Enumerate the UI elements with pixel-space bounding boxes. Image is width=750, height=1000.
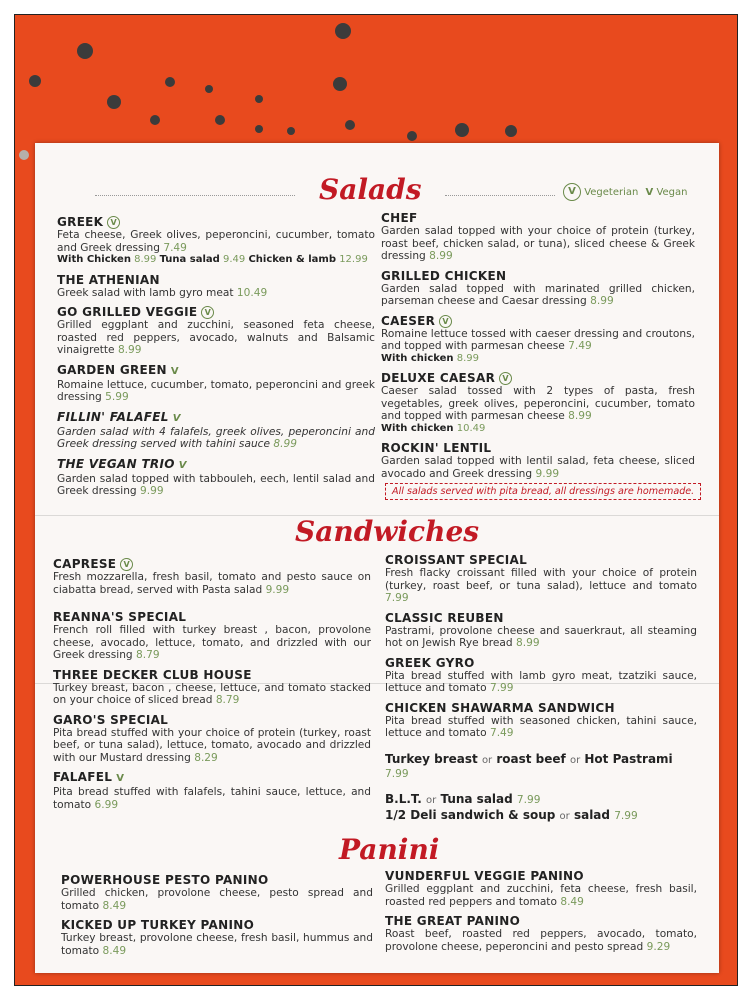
item-desc: Roast beef, roasted red peppers, avocado, tomato, provolone cheese, peperoncini and pesto spread — [385, 928, 697, 953]
item-name: POWERHOUSE PESTO PANINO — [61, 873, 269, 887]
item-price: 6.99 — [94, 798, 119, 811]
menu-item-fillin-falafel — [57, 410, 375, 451]
item-price: 8.29 — [194, 751, 218, 764]
item-name: THE GREAT PANINO — [385, 914, 521, 928]
menu-item-rockin-lentil — [381, 441, 695, 480]
menu-item-greek — [57, 215, 375, 267]
item-name: DELUXE CAESAR — [381, 371, 496, 385]
item-name: REANNA'S SPECIAL — [53, 610, 187, 624]
menu-item-reuben — [385, 611, 697, 650]
item-price: 10.49 — [236, 286, 268, 299]
hole-decoration — [287, 127, 295, 135]
sandwiches-right-column — [385, 553, 697, 822]
menu-item-garos-special — [53, 713, 371, 765]
menu-item-caprese — [53, 557, 371, 596]
item-name: GO GRILLED VEGGIE — [57, 305, 198, 319]
simple-line-turkey — [385, 752, 697, 780]
legend-vegan: Vegan — [656, 187, 688, 198]
photo-frame — [14, 14, 738, 986]
panini-left-column — [61, 873, 373, 963]
menu-item-chef — [381, 211, 695, 263]
hole-decoration — [255, 95, 263, 103]
menu-item-garden-green — [57, 363, 375, 404]
menu-item-caeser — [381, 314, 695, 366]
line-item: Turkey breast — [385, 751, 478, 766]
vegetarian-icon: V — [563, 183, 581, 201]
vegan-icon: V — [172, 412, 181, 424]
extra-label: With Chicken — [57, 254, 131, 265]
item-desc: Garden salad topped with your choice of protein (turkey, roast beef, chicken salad, or tuna), sliced cheese & Greek dressing — [381, 225, 695, 262]
item-name: CROISSANT SPECIAL — [385, 553, 528, 567]
item-desc: Pita bread stuffed with seasoned chicken, tahini sauce, lettuce and tomato — [385, 714, 697, 739]
panini-right-column — [385, 869, 697, 959]
item-price: 7.49 — [163, 241, 187, 254]
item-desc: Garden salad topped with lentil salad, feta cheese, sliced avocado and Greek dressing — [381, 455, 695, 480]
item-desc: Caeser salad tossed with 2 types of pasta, fresh vegetables, greek olives, peperoncini, cucumber, tomato and topped with parmesan cheese — [381, 385, 695, 422]
item-price: 8.99 — [516, 637, 540, 649]
vegan-icon: V — [645, 187, 654, 198]
item-desc: Grilled chicken, provolone cheese, pesto spread and tomato — [61, 887, 373, 912]
simple-line-deli — [385, 808, 697, 822]
item-name: GREEK GYRO — [385, 655, 475, 670]
hole-decoration — [107, 95, 121, 109]
item-desc: Fresh flacky croissant filled with your choice of protein (turkey, roast beef, or tuna salad), lettuce and tomato — [385, 567, 697, 592]
menu-item-falafel — [53, 770, 371, 811]
item-name: GARO'S SPECIAL — [53, 712, 169, 727]
menu-item-kicked-up — [61, 918, 373, 957]
item-desc: Romaine lettuce, cucumber, tomato, peperoncini and greek dressing — [57, 378, 375, 403]
item-name: FILLIN' FALAFEL — [57, 409, 169, 424]
item-name: VUNDERFUL VEGGIE PANINO — [385, 869, 584, 883]
menu-item-vegan-trio — [57, 457, 375, 498]
menu-item-three-decker — [53, 668, 371, 707]
item-name: GARDEN GREEN — [57, 362, 167, 377]
hole-decoration — [19, 150, 29, 160]
vegetarian-icon: V — [499, 372, 512, 385]
legend — [559, 183, 688, 201]
item-price: 8.49 — [102, 899, 127, 912]
item-price: 8.99 — [117, 344, 142, 356]
item-desc: Feta cheese, Greek olives, peperoncini, cucumber, tomato and Greek dressing — [57, 229, 375, 254]
sandwiches-left-column — [53, 557, 371, 817]
extra-label: Tuna salad — [159, 254, 220, 265]
item-price: 8.49 — [560, 895, 584, 908]
or-word: or — [481, 754, 493, 766]
item-price: 7.99 — [385, 767, 409, 780]
divider — [445, 195, 555, 196]
menu-item-vunderful — [385, 869, 697, 908]
item-name: THE ATHENIAN — [57, 272, 160, 287]
or-word: or — [559, 810, 570, 822]
vegetarian-icon: V — [120, 558, 133, 571]
item-price: 8.99 — [273, 438, 297, 450]
item-price: 5.99 — [105, 391, 129, 403]
hole-decoration — [215, 115, 225, 125]
item-desc: Turkey breast, provolone cheese, fresh basil, hummus and tomato — [61, 932, 373, 957]
item-desc: Romaine lettuce tossed with caeser dressing and croutons, and topped with parmesan cheese — [381, 327, 695, 352]
hole-decoration — [255, 125, 263, 133]
extra-price: 9.49 — [223, 254, 246, 265]
hole-decoration — [455, 123, 469, 137]
item-name: GRILLED CHICKEN — [381, 268, 507, 283]
item-desc: Pita bread stuffed with falafels, tahini sauce, lettuce, and tomato — [53, 786, 371, 811]
item-desc: Garden salad with 4 falafels, greek olives, peperoncini and Greek dressing served with tahini sauce — [57, 425, 375, 450]
item-desc: Garden salad topped with marinated grilled chicken, parseman cheese and Caesar dressing — [381, 282, 695, 307]
item-price: 9.29 — [646, 940, 671, 953]
extra-price: 10.49 — [456, 422, 486, 434]
vegan-icon: V — [116, 773, 125, 784]
menu-item-grilled-chicken — [381, 269, 695, 308]
item-name: CHICKEN SHAWARMA SANDWICH — [385, 700, 615, 715]
menu-item-croissant — [385, 553, 697, 605]
hole-decoration — [505, 125, 517, 137]
hole-decoration — [165, 77, 175, 87]
salads-left-column — [57, 215, 375, 504]
item-price: 7.49 — [568, 340, 592, 352]
simple-line-blt — [385, 792, 697, 806]
item-name: GREEK — [57, 215, 104, 229]
vegetarian-icon: V — [107, 216, 120, 229]
item-name: THREE DECKER CLUB HOUSE — [53, 667, 252, 682]
item-desc: Grilled eggplant and zucchini, seasoned feta cheese, roasted red peppers, avocado, walnuts and Balsamic vinaigrette — [57, 319, 375, 356]
hole-decoration — [29, 75, 41, 87]
item-price: 7.99 — [614, 809, 638, 822]
item-name: CLASSIC REUBEN — [385, 610, 504, 625]
item-price: 8.99 — [568, 410, 592, 422]
menu-item-shawarma — [385, 701, 697, 740]
line-item: Tuna salad — [440, 791, 513, 806]
item-name: CAESER — [381, 313, 436, 328]
item-desc: Garden salad topped with tabbouleh, eech, lentil salad and Greek dressing — [57, 472, 375, 497]
menu-item-deluxe-caesar — [381, 371, 695, 435]
salads-note: All salads served with pita bread, all dressings are homemade. — [385, 483, 701, 500]
legend-vegetarian: Vegeterian — [584, 187, 639, 198]
line-item: roast beef — [496, 751, 566, 766]
menu-item-great-panino — [385, 914, 697, 953]
hole-decoration — [150, 115, 160, 125]
item-desc: Pita bread stuffed with your choice of protein (turkey, roast beef, or tuna salad), lettuce, tomato, avocado and drizzled with our Mustard dressing — [53, 726, 371, 764]
item-price: 7.99 — [385, 592, 409, 604]
extra-label: With chicken — [381, 352, 454, 364]
hole-decoration — [407, 131, 417, 141]
menu-item-grilled-veggie — [57, 305, 375, 357]
item-price: 9.99 — [265, 583, 290, 596]
item-name: ROCKIN' LENTIL — [381, 441, 492, 455]
or-word: or — [569, 754, 581, 766]
item-price: 8.49 — [102, 944, 127, 957]
vegan-icon: V — [170, 365, 179, 377]
item-desc: Pastrami, provolone cheese and sauerkraut, all steaming hot on Jewish Rye bread — [385, 624, 697, 649]
hole-decoration — [333, 77, 347, 91]
item-desc: French roll filled with turkey breast , bacon, provolone cheese, avocado, lettuce, tomato, and drizzled with our Greek dressing — [53, 624, 371, 661]
vegetarian-icon: V — [439, 315, 452, 328]
menu-item-greek-gyro — [385, 656, 697, 695]
item-price: 9.99 — [140, 485, 164, 497]
line-item: Hot Pastrami — [584, 751, 673, 766]
item-desc: Greek salad with lamb gyro meat — [57, 286, 234, 299]
item-desc: Grilled eggplant and zucchini, feta cheese, fresh basil, roasted red peppers and tomato — [385, 883, 697, 908]
extra-label: With chicken — [381, 422, 454, 434]
item-desc: Pita bread stuffed with lamb gyro meat, tzatziki sauce, lettuce and tomato — [385, 669, 697, 694]
line-item: 1/2 Deli sandwich & soup — [385, 807, 556, 822]
divider — [95, 195, 295, 196]
item-price: 8.99 — [429, 250, 453, 262]
hole-decoration — [205, 85, 213, 93]
extra-price: 8.99 — [134, 254, 157, 265]
item-name: KICKED UP TURKEY PANINO — [61, 918, 255, 932]
item-name: THE VEGAN TRIO — [57, 456, 175, 471]
item-price: 8.79 — [136, 649, 160, 661]
menu-item-athenian — [57, 273, 375, 300]
item-name: FALAFEL — [53, 770, 113, 784]
or-word: or — [426, 794, 437, 806]
item-price: 8.99 — [590, 295, 614, 307]
vegan-icon: V — [178, 459, 187, 471]
section-title-panini: Panini — [339, 833, 440, 866]
item-price: 8.79 — [215, 694, 240, 706]
item-desc: Turkey breast, bacon , cheese, lettuce, and tomato stacked on your choice of sliced bread — [53, 681, 371, 706]
extra-price: 12.99 — [339, 254, 368, 265]
item-price: 7.99 — [516, 793, 541, 806]
hole-decoration — [345, 120, 355, 130]
item-name: CAPRESE — [53, 557, 117, 571]
item-desc: Fresh mozzarella, fresh basil, tomato and pesto sauce on ciabatta bread, served with Pasta salad — [53, 571, 371, 596]
vegetarian-icon: V — [201, 306, 214, 319]
menu-sheet — [35, 143, 719, 973]
hole-decoration — [77, 43, 93, 59]
section-title-salads: Salads — [319, 173, 422, 206]
salads-right-column — [381, 211, 695, 486]
hole-decoration — [335, 23, 351, 39]
item-price: 7.49 — [489, 727, 514, 739]
menu-item-reannas-special — [53, 610, 371, 662]
menu-item-powerhouse — [61, 873, 373, 912]
item-price: 7.99 — [489, 682, 514, 694]
extra-price: 8.99 — [456, 352, 479, 364]
line-item: salad — [573, 807, 610, 822]
extra-label: Chicken & lamb — [248, 254, 336, 265]
item-name: CHEF — [381, 211, 418, 225]
item-price: 9.99 — [535, 467, 560, 480]
line-item: B.L.T. — [385, 791, 422, 806]
section-title-sandwiches: Sandwiches — [295, 515, 480, 548]
